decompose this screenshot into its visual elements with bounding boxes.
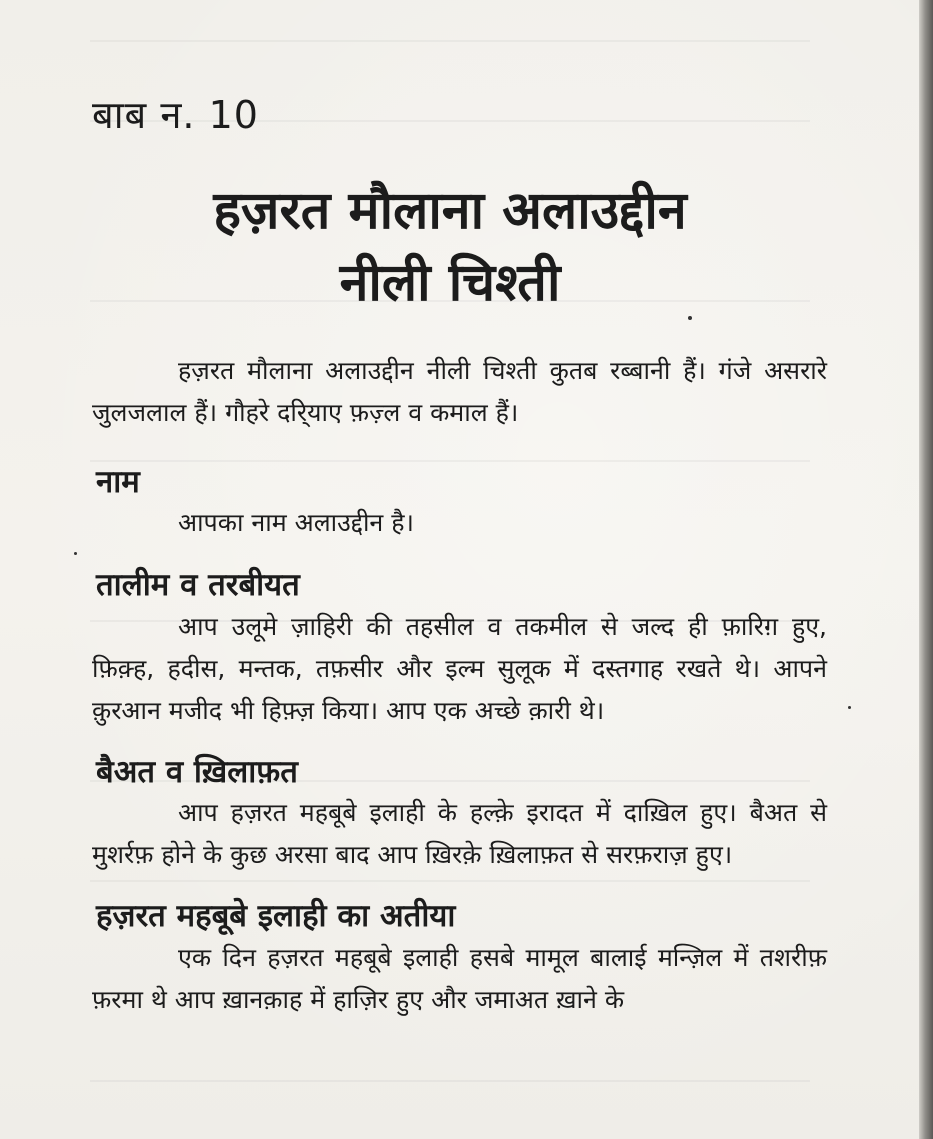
- section-gift-paragraph: [92, 937, 827, 1021]
- chapter-title-line-1: हज़रत मौलाना अलाउद्दीन: [213, 181, 687, 241]
- section-name-text: आपका नाम अलाउद्दीन है।: [178, 508, 414, 537]
- ink-speck: [688, 316, 692, 320]
- chapter-title-line-2: नीली चिश्ती: [339, 253, 561, 313]
- section-education-paragraph: [92, 606, 827, 732]
- section-education-text: आप उलूमे ज़ाहिरी की तहसील व तकमील से जल्द ही फ़ारिग़ हुए, फ़िक़्ह, हदीस, मन्तक, तफ़सीर और इल्म सुलूक में दस्तगाह रखते थे। आपने क़ुरआन मजीद भी हिफ़्ज़ किया। आप एक अच्छे क़ारी थे।: [92, 612, 827, 725]
- chapter-number: बाब न. 10: [92, 93, 259, 137]
- intro-paragraph: [92, 350, 827, 434]
- bleed-through-line: [90, 1080, 810, 1082]
- intro-text: हज़रत मौलाना अलाउद्दीन नीली चिश्ती कुतब रब्बानी हैं। गंजे असरारे जुलजलाल हैं। गौहरे दरि्याए फ़ज़्ल व कमाल हैं।: [92, 356, 827, 427]
- ink-speck: [74, 552, 77, 555]
- ink-speck: [848, 706, 851, 709]
- bleed-through-line: [90, 40, 810, 42]
- section-heading-allegiance: बैअत व ख़िलाफ़त: [96, 754, 298, 790]
- section-heading-gift: हज़रत महबूबे इलाही का अतीया: [96, 898, 456, 934]
- bleed-through-line: [90, 460, 810, 462]
- section-allegiance-text: आप हज़रत महबूबे इलाही के हल्क़े इरादत में दाख़िल हुए। बैअत से मुशर्रफ़ होने के कुछ अरसा बाद आप ख़िरक़े ख़िलाफ़त से सरफ़राज़ हुए।: [92, 798, 827, 869]
- bleed-through-line: [90, 880, 810, 882]
- section-name-paragraph: [92, 502, 827, 544]
- section-heading-education: तालीम व तरबीयत: [96, 567, 300, 603]
- page-binding-edge: [919, 0, 933, 1139]
- section-allegiance-paragraph: [92, 792, 827, 876]
- section-gift-text: एक दिन हज़रत महबूबे इलाही हसबे मामूल बालाई मन्ज़िल में तशरीफ़ फ़रमा थे आप ख़ानक़ाह में हाज़िर हुए और जमाअत ख़ाने के: [92, 943, 827, 1014]
- section-heading-name: नाम: [96, 464, 140, 500]
